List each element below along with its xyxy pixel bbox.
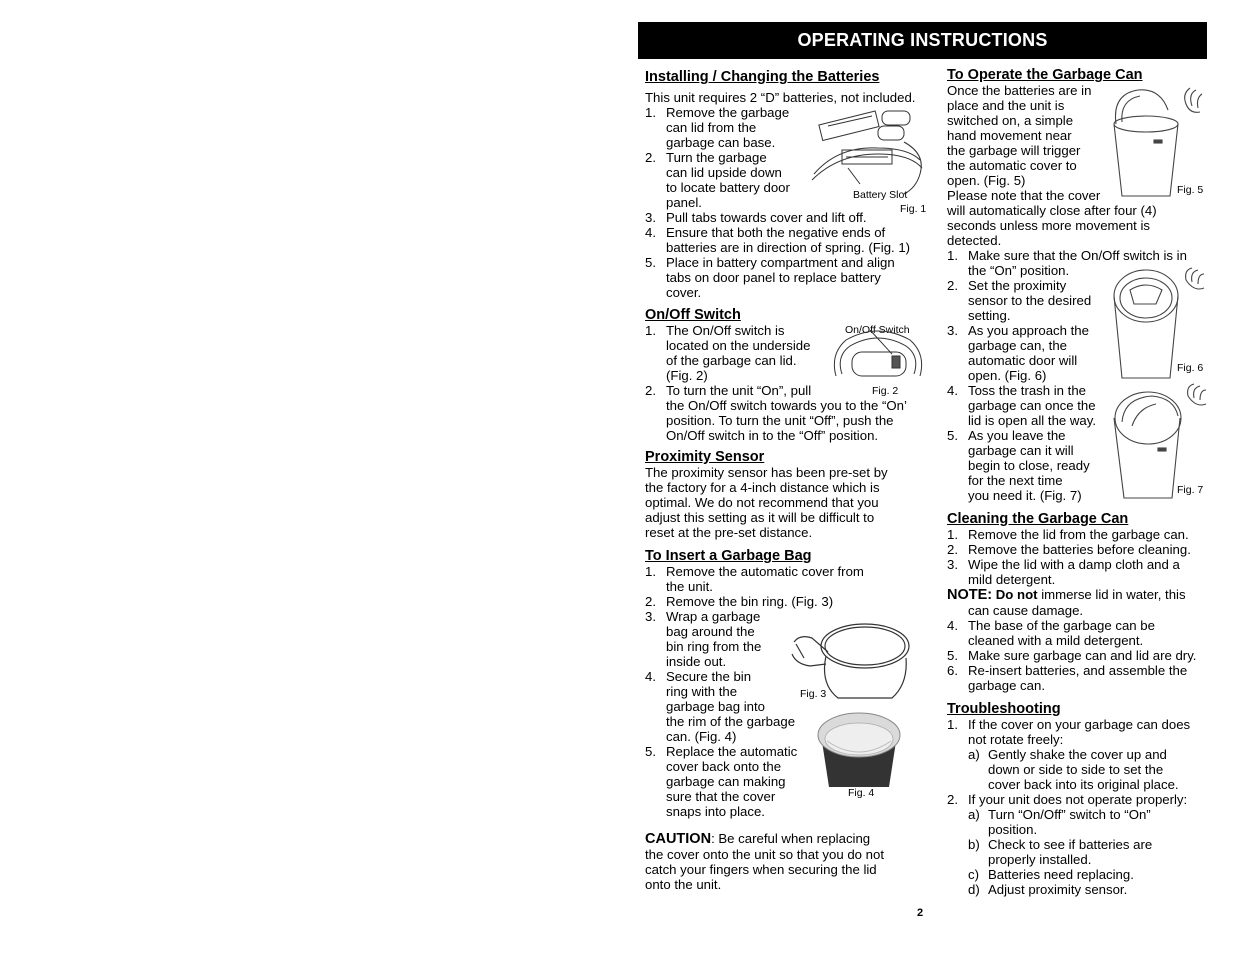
cleaning-steps-a bbox=[947, 527, 1222, 587]
text-line: will automatically close after four (4) bbox=[947, 203, 1157, 218]
text-line: the factory for a 4-inch distance which is bbox=[645, 480, 880, 495]
list-item bbox=[947, 717, 1222, 747]
list-item-line: Remove the lid from the garbage can. bbox=[968, 527, 1189, 542]
list-item bbox=[947, 837, 1222, 867]
list-item-line: the “On” position. bbox=[968, 263, 1070, 278]
proximity-section bbox=[645, 449, 940, 540]
list-item-number: 3. bbox=[645, 210, 656, 225]
page-banner bbox=[638, 22, 1207, 59]
list-item-line: cover back into its original place. bbox=[988, 777, 1179, 792]
garbage-can-bag-figure bbox=[813, 709, 905, 789]
list-item bbox=[947, 882, 1222, 897]
list-item-line: cleaned with a mild detergent. bbox=[968, 633, 1144, 648]
list-item bbox=[645, 210, 940, 225]
list-item-number: 2. bbox=[645, 150, 656, 165]
list-item-number: a) bbox=[968, 747, 980, 762]
list-item-number: 1. bbox=[645, 564, 656, 579]
list-item-line: The On/Off switch is bbox=[666, 323, 785, 338]
list-item-line: bag around the bbox=[666, 624, 755, 639]
list-item-line: sensor to the desired bbox=[968, 293, 1092, 308]
list-item-line: setting. bbox=[968, 308, 1011, 323]
batteries-intro: This unit requires 2 “D” batteries, not included. bbox=[645, 90, 916, 105]
text-line: switched on, a simple bbox=[947, 113, 1074, 128]
list-item-line: Remove the bin ring. (Fig. 3) bbox=[666, 594, 834, 609]
list-item-number: c) bbox=[968, 867, 979, 882]
list-item-line: Check to see if batteries are bbox=[988, 837, 1153, 852]
list-item-number: 1. bbox=[947, 717, 958, 732]
note-line-2: can cause damage. bbox=[968, 603, 1084, 618]
list-item-number: 5. bbox=[645, 255, 656, 270]
list-item-line: cover back onto the bbox=[666, 759, 782, 774]
list-item-number: 2. bbox=[947, 542, 958, 557]
list-item-line: Remove the batteries before cleaning. bbox=[968, 542, 1191, 557]
trouble-item-1-subs bbox=[947, 747, 1222, 792]
trouble-item-2 bbox=[947, 792, 1222, 807]
list-item-line: position. To turn the unit “Off”, push the bbox=[666, 413, 894, 428]
cleaning-note bbox=[947, 587, 1222, 603]
battery-slot-label: Battery Slot bbox=[853, 189, 908, 201]
list-item bbox=[645, 594, 940, 609]
text-line: catch your fingers when securing the lid bbox=[645, 862, 877, 877]
list-item-number: 2. bbox=[645, 383, 656, 398]
list-item-line: can lid from the bbox=[666, 120, 757, 135]
trouble-item-2-subs bbox=[947, 807, 1222, 897]
list-item-line: you need it. (Fig. 7) bbox=[968, 488, 1082, 503]
onoff-switch-figure bbox=[828, 318, 928, 384]
list-item-line: bin ring from the bbox=[666, 639, 762, 654]
list-item-line: Toss the trash in the bbox=[968, 383, 1087, 398]
note-bold: Do not bbox=[995, 587, 1038, 602]
caution-first-line: : Be careful when replacing bbox=[711, 831, 871, 846]
page-number: 2 bbox=[917, 907, 924, 919]
list-item-line: Wipe the lid with a damp cloth and a bbox=[968, 557, 1180, 572]
list-item-line: cover. bbox=[666, 285, 702, 300]
text-line: seconds unless more movement is bbox=[947, 218, 1151, 233]
list-item-line: can. (Fig. 4) bbox=[666, 729, 737, 744]
list-item-line: On/Off switch in to the “Off” position. bbox=[666, 428, 879, 443]
list-item bbox=[947, 557, 1222, 587]
list-item-line: not rotate freely: bbox=[968, 732, 1064, 747]
list-item-line: garbage can, the bbox=[968, 338, 1067, 353]
list-item-line: the On/Off switch towards you to the “On’ bbox=[666, 398, 907, 413]
list-item-line: As you leave the bbox=[968, 428, 1066, 443]
list-item-line: Secure the bin bbox=[666, 669, 752, 684]
list-item-number: 4. bbox=[645, 669, 656, 684]
text-line: optimal. We do not recommend that you bbox=[645, 495, 879, 510]
list-item-line: located on the underside bbox=[666, 338, 811, 353]
list-item-line: garbage can base. bbox=[666, 135, 776, 150]
list-item-number: 4. bbox=[947, 618, 958, 633]
list-item-line: Set the proximity bbox=[968, 278, 1067, 293]
text-line: onto the unit. bbox=[645, 877, 722, 892]
list-item-line: If your unit does not operate properly: bbox=[968, 792, 1188, 807]
list-item-number: 3. bbox=[947, 557, 958, 572]
list-item bbox=[947, 807, 1222, 837]
proximity-text bbox=[645, 465, 940, 540]
list-item-number: 2. bbox=[947, 792, 958, 807]
list-item-number: d) bbox=[968, 882, 980, 897]
list-item-line: garbage can once the bbox=[968, 398, 1096, 413]
list-item-line: Re-insert batteries, and assemble the bbox=[968, 663, 1188, 678]
list-item-line: for the next time bbox=[968, 473, 1063, 488]
list-item bbox=[645, 255, 940, 300]
list-item-line: Ensure that both the negative ends of bbox=[666, 225, 886, 240]
list-item-line: Pull tabs towards cover and lift off. bbox=[666, 210, 867, 225]
list-item-line: (Fig. 2) bbox=[666, 368, 708, 383]
text-line: Once the batteries are in bbox=[947, 83, 1092, 98]
list-item-number: 1. bbox=[645, 105, 656, 120]
list-item-number: 2. bbox=[947, 278, 958, 293]
onoff-switch-label: On/Off Switch bbox=[845, 324, 910, 336]
list-item-number: 4. bbox=[645, 225, 656, 240]
list-item-number: 1. bbox=[645, 323, 656, 338]
batteries-heading: Installing / Changing the Batteries bbox=[645, 69, 880, 85]
list-item-line: Turn “On/Off” switch to “On” bbox=[988, 807, 1151, 822]
caution-section bbox=[645, 831, 940, 892]
text-line: the cover onto the unit so that you do not bbox=[645, 847, 885, 862]
list-item-line: ring with the bbox=[666, 684, 738, 699]
list-item-line: lid is open all the way. bbox=[968, 413, 1097, 428]
fig2-caption: Fig. 2 bbox=[872, 385, 899, 397]
bag-heading: To Insert a Garbage Bag bbox=[645, 548, 812, 564]
page-title: OPERATING INSTRUCTIONS bbox=[797, 30, 1048, 50]
list-item-line: mild detergent. bbox=[968, 572, 1056, 587]
note-rest: immerse lid in water, this bbox=[1037, 587, 1186, 602]
list-item bbox=[947, 542, 1222, 557]
list-item-line: down or side to side to set the bbox=[988, 762, 1164, 777]
fig1-caption: Fig. 1 bbox=[900, 203, 927, 215]
cleaning-heading: Cleaning the Garbage Can bbox=[947, 511, 1129, 527]
list-item-number: 5. bbox=[645, 744, 656, 759]
list-item-line: Gently shake the cover up and bbox=[988, 747, 1167, 762]
proximity-heading: Proximity Sensor bbox=[645, 449, 765, 465]
list-item-number: 5. bbox=[947, 428, 958, 443]
list-item bbox=[947, 618, 1222, 648]
fig3-caption: Fig. 3 bbox=[800, 688, 827, 700]
list-item bbox=[645, 564, 940, 594]
list-item-line: batteries are in direction of spring. (Fig. 1) bbox=[666, 240, 911, 255]
cleaning-steps-b bbox=[947, 618, 1222, 693]
list-item bbox=[947, 867, 1222, 882]
list-item bbox=[645, 225, 940, 255]
trouble-item-1 bbox=[947, 717, 1222, 747]
list-item-line: Batteries need replacing. bbox=[988, 867, 1134, 882]
text-line: the automatic cover to bbox=[947, 158, 1077, 173]
text-line: detected. bbox=[947, 233, 1002, 248]
list-item-number: 2. bbox=[645, 594, 656, 609]
list-item-line: Place in battery compartment and align bbox=[666, 255, 895, 270]
text-line: Please note that the cover bbox=[947, 188, 1101, 203]
list-item-line: Replace the automatic bbox=[666, 744, 798, 759]
list-item-line: Make sure that the On/Off switch is in bbox=[968, 248, 1187, 263]
list-item-number: a) bbox=[968, 807, 980, 822]
list-item-number: 5. bbox=[947, 648, 958, 663]
text-line: place and the unit is bbox=[947, 98, 1065, 113]
list-item bbox=[947, 792, 1222, 807]
trouble-heading: Troubleshooting bbox=[947, 701, 1061, 717]
text-line: reset at the pre-set distance. bbox=[645, 525, 813, 540]
text-line: adjust this setting as it will be difficult to bbox=[645, 510, 875, 525]
list-item-line: sure that the cover bbox=[666, 789, 776, 804]
list-item-line: Remove the automatic cover from bbox=[666, 564, 864, 579]
fig4-caption: Fig. 4 bbox=[848, 787, 875, 799]
fig6-caption: Fig. 6 bbox=[1177, 362, 1204, 374]
list-item-line: garbage can it will bbox=[968, 443, 1074, 458]
list-item-number: b) bbox=[968, 837, 980, 852]
list-item-line: open. (Fig. 6) bbox=[968, 368, 1047, 383]
list-item-line: tabs on door panel to replace battery bbox=[666, 270, 881, 285]
list-item-number: 3. bbox=[947, 323, 958, 338]
onoff-heading: On/Off Switch bbox=[645, 307, 741, 323]
list-item-line: the unit. bbox=[666, 579, 713, 594]
text-line: open. (Fig. 5) bbox=[947, 173, 1026, 188]
list-item-line: If the cover on your garbage can does bbox=[968, 717, 1191, 732]
list-item-line: Wrap a garbage bbox=[666, 609, 761, 624]
list-item-line: garbage can. bbox=[968, 678, 1045, 693]
list-item-line: panel. bbox=[666, 195, 702, 210]
list-item-line: Turn the garbage bbox=[666, 150, 767, 165]
list-item-line: Adjust proximity sensor. bbox=[988, 882, 1128, 897]
text-line: The proximity sensor has been pre-set by bbox=[645, 465, 888, 480]
list-item bbox=[947, 663, 1222, 693]
list-item-line: position. bbox=[988, 822, 1038, 837]
list-item-line: properly installed. bbox=[988, 852, 1092, 867]
list-item-line: the rim of the garbage bbox=[666, 714, 796, 729]
list-item-number: 3. bbox=[645, 609, 656, 624]
list-item-line: begin to close, ready bbox=[968, 458, 1090, 473]
list-item-number: 1. bbox=[947, 248, 958, 263]
list-item-line: snaps into place. bbox=[666, 804, 765, 819]
list-item-line: Make sure garbage can and lid are dry. bbox=[968, 648, 1197, 663]
list-item-line: automatic door will bbox=[968, 353, 1078, 368]
operate-heading: To Operate the Garbage Can bbox=[947, 67, 1143, 83]
note-label: NOTE: bbox=[947, 587, 993, 603]
list-item-line: The base of the garbage can be bbox=[968, 618, 1155, 633]
list-item-line: garbage can making bbox=[666, 774, 786, 789]
list-item-line: Remove the garbage bbox=[666, 105, 790, 120]
trouble-section bbox=[947, 701, 1222, 897]
list-item-line: to locate battery door bbox=[666, 180, 790, 195]
list-item bbox=[947, 648, 1222, 663]
caution-label: CAUTION bbox=[645, 831, 712, 847]
list-item-line: of the garbage can lid. bbox=[666, 353, 797, 368]
list-item-number: 4. bbox=[947, 383, 958, 398]
fig7-caption: Fig. 7 bbox=[1177, 484, 1204, 496]
list-item-number: 1. bbox=[947, 527, 958, 542]
list-item-number: 6. bbox=[947, 663, 958, 678]
list-item-line: To turn the unit “On”, pull bbox=[666, 383, 812, 398]
text-line: the garbage will trigger bbox=[947, 143, 1081, 158]
list-item-line: garbage bag into bbox=[666, 699, 765, 714]
text-line: hand movement near bbox=[947, 128, 1072, 143]
caution-text bbox=[645, 847, 940, 892]
list-item-line: As you approach the bbox=[968, 323, 1089, 338]
list-item-line: can lid upside down bbox=[666, 165, 782, 180]
list-item bbox=[947, 527, 1222, 542]
list-item bbox=[947, 747, 1222, 792]
fig5-caption: Fig. 5 bbox=[1177, 184, 1204, 196]
cleaning-section bbox=[947, 511, 1222, 693]
list-item-line: inside out. bbox=[666, 654, 727, 669]
